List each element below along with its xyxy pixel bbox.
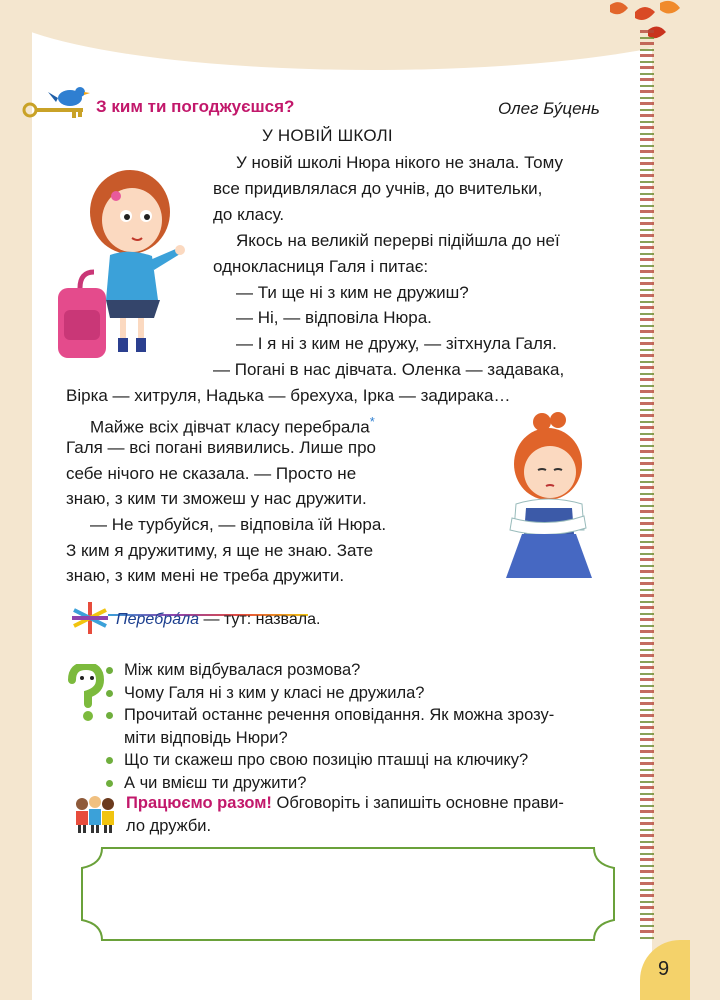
story-title: У НОВІЙ ШКОЛІ bbox=[262, 126, 393, 145]
footnote-definition: — тут: назвала. bbox=[199, 611, 321, 628]
bullet-dot-icon bbox=[106, 712, 113, 719]
teamwork-line-2: ло дружби. bbox=[126, 817, 212, 835]
story-line-8: — І я ні з ким не дружу, — зітхнула Галя. bbox=[236, 334, 557, 353]
side-ornament-border bbox=[640, 30, 654, 940]
bullet-dot-icon bbox=[106, 757, 113, 764]
story-line-17: знаю, з ким мені не треба дружити. bbox=[66, 566, 345, 585]
question-mark-icon bbox=[64, 664, 104, 724]
bird-on-key-icon bbox=[20, 84, 94, 124]
bullet-dot-icon bbox=[106, 667, 113, 674]
story-line-3: до класу. bbox=[213, 205, 285, 224]
question-text: А чи вмієш ти дружити? bbox=[124, 773, 307, 792]
story-line-15: — Не турбуйся, — відповіла їй Нюра. bbox=[90, 515, 387, 534]
glossary-star-icon bbox=[70, 600, 110, 636]
teamwork-task bbox=[126, 792, 564, 838]
question-item bbox=[104, 682, 554, 705]
teamwork-label: Працюємо разом! bbox=[126, 794, 272, 812]
question-item bbox=[104, 659, 554, 682]
story-line-4: Якось на великій перерві підійшла до неї bbox=[236, 231, 560, 250]
question-text: Між ким відбувалася розмова? bbox=[124, 661, 361, 679]
story-line-11-text: Майже всіх дівчат класу перебрала bbox=[90, 417, 370, 437]
girl-with-backpack-illustration bbox=[50, 160, 190, 370]
question-text: Що ти скажеш про свою позицію пташці на ключику? bbox=[124, 751, 529, 769]
story-line-5: однокласниця Галя і питає: bbox=[213, 257, 429, 276]
story-line-1: У новій школі Нюра нікого не знала. Тому bbox=[236, 153, 563, 172]
story-line-7: — Ні, — відповіла Нюра. bbox=[236, 308, 432, 327]
girl-with-crossed-arms-illustration bbox=[492, 408, 602, 588]
story-line-6: — Ти ще ні з ким не дружиш? bbox=[236, 283, 469, 302]
question-item bbox=[104, 704, 554, 727]
question-text: міти відповідь Нюри? bbox=[124, 728, 288, 747]
page-number: 9 bbox=[658, 958, 670, 980]
question-item bbox=[104, 749, 554, 772]
page-top-curve bbox=[32, 0, 652, 70]
footnote-word: Перебра́ла bbox=[116, 611, 200, 628]
bullet-dot-icon bbox=[106, 690, 113, 697]
story-line-10: Вірка — хитруля, Надька — брехуха, Ірка — задирака… bbox=[66, 386, 511, 405]
story-line-16: З ким я дружитиму, я ще не знаю. Зате bbox=[66, 541, 374, 560]
footnote bbox=[116, 611, 320, 629]
story-line-2: все придивлялася до учнів, до вчительки, bbox=[213, 179, 543, 198]
bullet-dot-icon bbox=[106, 780, 113, 787]
story-line-14: знаю, з ким ти зможеш у нас дружити. bbox=[66, 489, 367, 508]
question-text: Чому Галя ні з ким у класі не дружила? bbox=[124, 683, 425, 702]
question-text: Прочитай останнє речення оповідання. Як можна зрозу- bbox=[124, 706, 555, 724]
teamwork-line-1 bbox=[126, 792, 564, 815]
story-line-13: себе нічого не сказала. — Просто не bbox=[66, 464, 357, 483]
task-heading: З ким ти погоджуєшся? bbox=[96, 97, 295, 116]
story-line-9: — Погані в нас дівчата. Оленка — задавака, bbox=[213, 360, 565, 379]
children-group-icon bbox=[70, 794, 120, 834]
story-author: Олег Бу́цень bbox=[498, 99, 600, 118]
answer-box[interactable] bbox=[78, 844, 618, 944]
footnote-asterisk: * bbox=[369, 414, 375, 429]
question-item bbox=[104, 772, 554, 795]
questions-list bbox=[104, 659, 554, 794]
teamwork-text-1: Обговоріть і запишіть основне прави- bbox=[271, 794, 564, 812]
story-line-12: Галя — всі погані виявились. Лише про bbox=[66, 438, 377, 457]
question-item-continuation bbox=[104, 727, 554, 750]
